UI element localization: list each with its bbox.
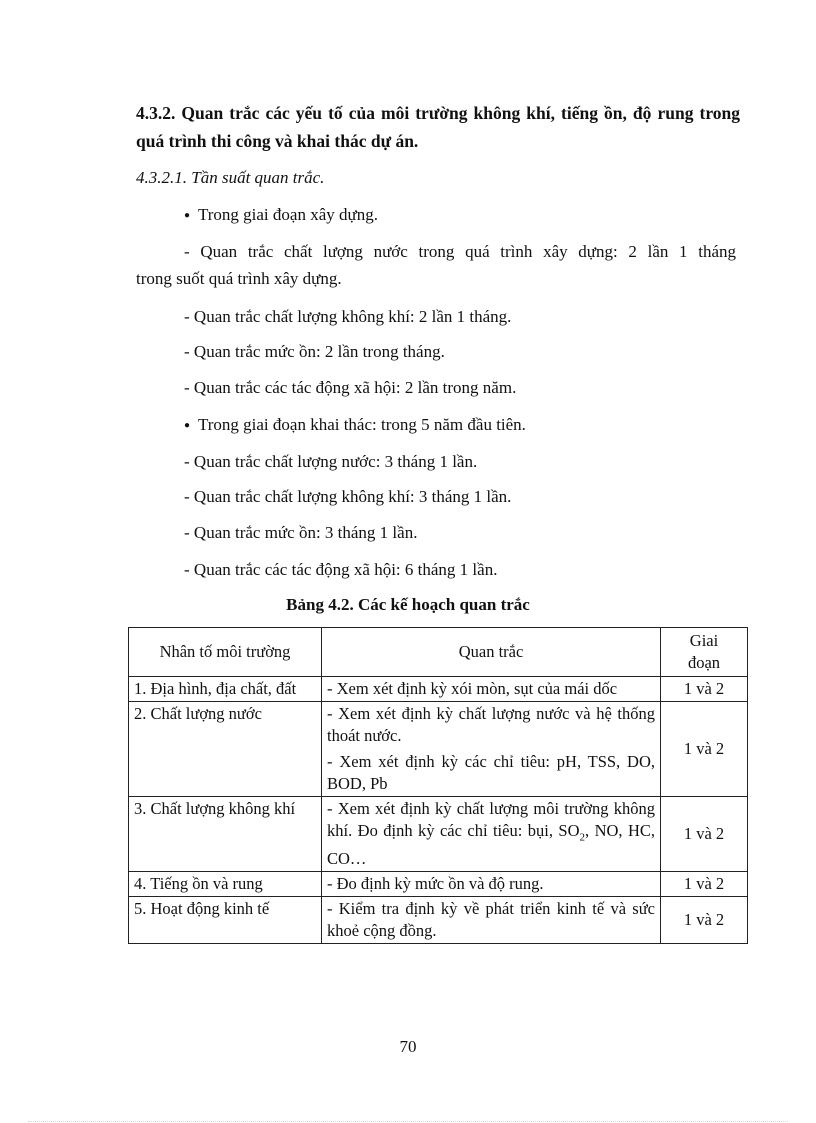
noise-operation-line: - Quan trắc mức ồn: 3 tháng 1 lần. <box>184 523 418 542</box>
water-operation-line: - Quan trắc chất lượng nước: 3 tháng 1 lần. <box>184 452 478 471</box>
bullet-operation-phase <box>184 413 526 438</box>
table-row <box>129 797 748 872</box>
factor-cell: 4. Tiếng ồn và rung <box>129 872 322 897</box>
social-construction-line: - Quan trắc các tác động xã hội: 2 lần trong năm. <box>184 378 517 397</box>
air-operation-line: - Quan trắc chất lượng không khí: 3 tháng 1 lần. <box>184 487 512 506</box>
section-heading: 4.3.2. Quan trắc các yếu tố của môi trường không khí, tiếng ồn, độ rung trong quá trình thi công và khai thác dự án. <box>136 103 740 151</box>
header-phase: Giai đoạn <box>661 628 748 677</box>
table-row <box>129 872 748 897</box>
bullet-icon: ● <box>184 210 191 221</box>
factor-cell: 1. Địa hình, địa chất, đất <box>129 677 322 702</box>
factor-cell: 5. Hoạt động kinh tế <box>129 897 322 944</box>
table-header-row <box>129 628 748 677</box>
air-construction-line: - Quan trắc chất lượng không khí: 2 lần 1 tháng. <box>184 307 512 326</box>
table-row <box>129 702 748 797</box>
page-number: 70 <box>399 1037 417 1056</box>
table-caption: Bảng 4.2. Các kế hoạch quan trắc <box>286 595 530 614</box>
bullet-construction-phase <box>184 203 378 228</box>
monitoring-cell: - Xem xét định kỳ xói mòn, sụt của mái dốc <box>322 677 661 702</box>
phase-cell: 1 và 2 <box>661 677 748 702</box>
table-row <box>129 677 748 702</box>
construction-phase-label: Trong giai đoạn xây dựng. <box>197 205 378 224</box>
table-row <box>129 897 748 944</box>
subsection-heading: 4.3.2.1. Tần suất quan trắc. <box>136 168 325 187</box>
operation-phase-label: Trong giai đoạn khai thác: trong 5 năm đầu tiên. <box>197 415 526 434</box>
phase-cell: 1 và 2 <box>661 897 748 944</box>
monitoring-cell: - Kiểm tra định kỳ về phát triển kinh tế và sức khoẻ cộng đồng. <box>322 897 661 944</box>
monitoring-plan-table <box>128 627 748 944</box>
factor-cell: 2. Chất lượng nước <box>129 702 322 797</box>
phase-cell: 1 và 2 <box>661 797 748 872</box>
monitoring-cell: - Đo định kỳ mức ồn và độ rung. <box>322 872 661 897</box>
bullet-icon: ● <box>184 420 191 431</box>
monitoring-cell: - Xem xét định kỳ chất lượng môi trường không khí. Đo định kỳ các chỉ tiêu: bụi, $SO_2$, NO, HC, CO… <box>322 797 661 872</box>
phase-cell: 1 và 2 <box>661 702 748 797</box>
social-operation-line: - Quan trắc các tác động xã hội: 6 tháng 1 lần. <box>184 560 498 579</box>
header-factor: Nhân tố môi trường <box>129 628 322 677</box>
header-monitoring: Quan trắc <box>322 628 661 677</box>
water-construction-line: - Quan trắc chất lượng nước trong quá trình xây dựng: 2 lần 1 tháng <box>184 242 736 261</box>
noise-construction-line: - Quan trắc mức ồn: 2 lần trong tháng. <box>184 342 445 361</box>
phase-cell: 1 và 2 <box>661 872 748 897</box>
page-bottom-divider <box>28 1121 788 1122</box>
factor-cell: 3. Chất lượng không khí <box>129 797 322 872</box>
water-construction-continuation: trong suốt quá trình xây dựng. <box>136 269 342 288</box>
monitoring-cell: - Xem xét định kỳ chất lượng nước và hệ thống thoát nước. - Xem xét định kỳ các chỉ tiêu: pH, TSS, DO, BOD, Pb <box>322 702 661 797</box>
